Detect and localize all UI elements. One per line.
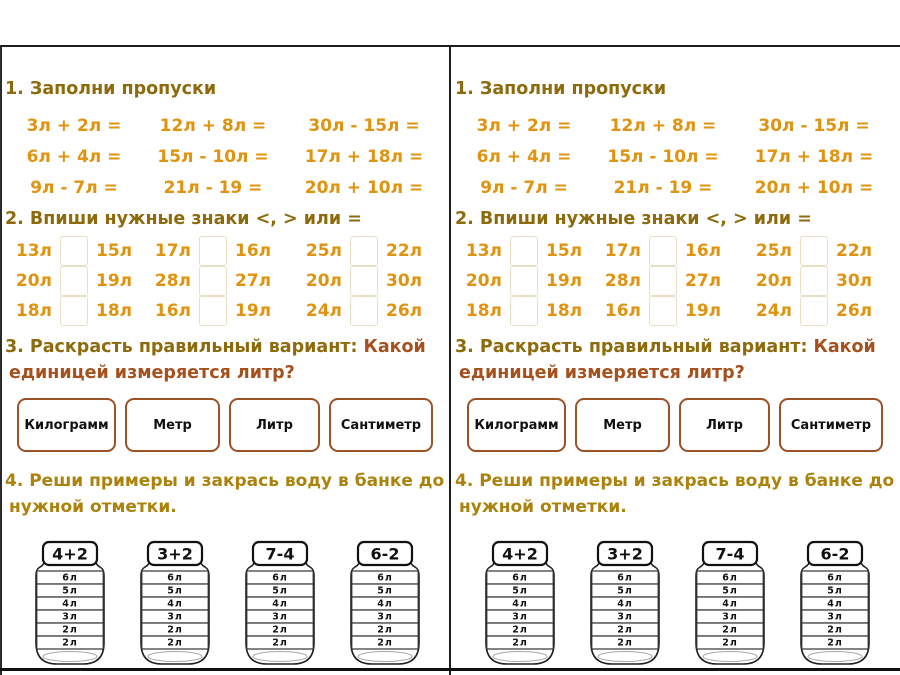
comparison-left-value: 17л (154, 241, 191, 261)
jar-icon (347, 540, 423, 668)
jar-expression-label: 3+2 (607, 544, 643, 564)
comparison-item (756, 236, 872, 266)
section3-title (455, 334, 900, 386)
comparison-answer-box[interactable] (350, 296, 378, 326)
comparison-item (605, 236, 721, 266)
jar-icon (797, 540, 873, 668)
comparison-left-value: 20л (465, 271, 502, 291)
section4-title-line2: нужной отметки. (9, 497, 177, 517)
comparison-right-value: 15л (96, 241, 133, 261)
option-button-metr[interactable]: Метр (125, 398, 220, 452)
svg-text:4л: 4л (62, 598, 78, 610)
comparison-answer-box[interactable] (60, 296, 88, 326)
comparison-answer-box[interactable] (649, 236, 677, 266)
equation-cell: 20л + 10л = (304, 177, 424, 198)
svg-text:2л: 2л (512, 624, 528, 636)
jar-icon (587, 540, 663, 668)
equation-cell: 3л + 2л = (476, 115, 572, 136)
svg-text:6л: 6л (722, 572, 738, 584)
section4-title (455, 468, 900, 520)
svg-text:2л: 2л (722, 637, 738, 649)
comparison-answer-box[interactable] (199, 236, 227, 266)
svg-text:2л: 2л (827, 624, 843, 636)
section1-equations (460, 110, 900, 203)
svg-text:4л: 4л (512, 598, 528, 610)
svg-text:2л: 2л (272, 637, 288, 649)
svg-text:4л: 4л (272, 598, 288, 610)
jar-icon (482, 540, 558, 668)
jar-icon (692, 540, 768, 668)
svg-text:4л: 4л (377, 598, 393, 610)
comparison-item (605, 266, 721, 296)
jar-2[interactable] (587, 540, 663, 668)
section4-title-line2: нужной отметки. (459, 497, 627, 517)
jar-expression-label: 7-4 (265, 544, 295, 564)
section3-options (17, 398, 433, 452)
comparison-left-value: 18л (465, 301, 502, 321)
svg-text:2л: 2л (377, 637, 393, 649)
comparison-answer-box[interactable] (199, 266, 227, 296)
comparison-item (306, 266, 422, 296)
equation-cell: 15л - 10л = (607, 146, 719, 167)
jar-1[interactable] (482, 540, 558, 668)
svg-text:3л: 3л (167, 611, 183, 623)
comparison-item (155, 236, 271, 266)
equation-cell: 17л + 18л = (754, 146, 874, 167)
section3-title-main: 3. Раскрасть правильный вариант: (455, 337, 808, 357)
svg-text:3л: 3л (512, 611, 528, 623)
jar-3[interactable] (692, 540, 768, 668)
svg-text:5л: 5л (512, 585, 528, 597)
jar-expression-label: 6-2 (820, 544, 850, 564)
comparison-item (756, 266, 872, 296)
jar-2[interactable] (137, 540, 213, 668)
svg-text:5л: 5л (617, 585, 633, 597)
svg-text:3л: 3л (722, 611, 738, 623)
jar-4[interactable] (347, 540, 423, 668)
section1-title: 1. Заполни пропуски (5, 79, 217, 99)
comparison-item (306, 296, 422, 326)
jar-icon (242, 540, 318, 668)
option-button-litr[interactable]: Литр (679, 398, 770, 452)
comparison-answer-box[interactable] (800, 296, 828, 326)
section3-title-main: 3. Раскрасть правильный вариант: (5, 337, 358, 357)
section1-title: 1. Заполни пропуски (455, 79, 667, 99)
section4-title (5, 468, 450, 520)
vertical-divider-line (449, 45, 451, 675)
equation-cell: 6л + 4л = (26, 146, 122, 167)
comparison-left-value: 24л (755, 301, 792, 321)
comparison-left-value: 28л (154, 271, 191, 291)
svg-text:2л: 2л (62, 637, 78, 649)
option-button-kilogramm[interactable]: Килограмм (467, 398, 566, 452)
equation-cell: 21л - 19 = (613, 177, 713, 198)
comparison-right-value: 15л (546, 241, 583, 261)
jar-expression-label: 6-2 (370, 544, 400, 564)
equation-cell: 9л - 7л = (480, 177, 568, 198)
comparison-left-value: 20л (305, 271, 342, 291)
svg-text:6л: 6л (272, 572, 288, 584)
comparison-item (16, 296, 132, 326)
jar-icon (32, 540, 108, 668)
svg-text:5л: 5л (272, 585, 288, 597)
option-button-santimetr[interactable]: Сантиметр (329, 398, 433, 452)
section3-title (5, 334, 450, 386)
section2-comparisons (10, 236, 450, 326)
comparison-left-value: 24л (305, 301, 342, 321)
equation-cell: 17л + 18л = (304, 146, 424, 167)
comparison-answer-box[interactable] (510, 296, 538, 326)
svg-text:5л: 5л (827, 585, 843, 597)
comparison-item (756, 296, 872, 326)
comparison-left-value: 20л (15, 271, 52, 291)
comparison-answer-box[interactable] (649, 296, 677, 326)
comparison-left-value: 13л (15, 241, 52, 261)
svg-text:3л: 3л (62, 611, 78, 623)
svg-text:6л: 6л (512, 572, 528, 584)
equation-cell: 30л - 15л = (758, 115, 870, 136)
option-button-litr[interactable]: Литр (229, 398, 320, 452)
comparison-right-value: 30л (386, 271, 423, 291)
equation-cell: 3л + 2л = (26, 115, 122, 136)
svg-text:6л: 6л (617, 572, 633, 584)
jar-expression-label: 4+2 (52, 544, 88, 564)
equation-cell: 30л - 15л = (308, 115, 420, 136)
svg-text:2л: 2л (272, 624, 288, 636)
svg-text:4л: 4л (617, 598, 633, 610)
jar-1[interactable] (32, 540, 108, 668)
comparison-left-value: 18л (15, 301, 52, 321)
comparison-left-value: 13л (465, 241, 502, 261)
equation-cell: 6л + 4л = (476, 146, 572, 167)
section3-options (467, 398, 883, 452)
comparison-answer-box[interactable] (350, 236, 378, 266)
option-button-metr[interactable]: Метр (575, 398, 670, 452)
svg-text:5л: 5л (62, 585, 78, 597)
comparison-answer-box[interactable] (800, 236, 828, 266)
comparison-item (16, 266, 132, 296)
comparison-item (306, 236, 422, 266)
comparison-right-value: 27л (235, 271, 272, 291)
jar-4[interactable] (797, 540, 873, 668)
comparison-right-value: 16л (685, 241, 722, 261)
comparison-answer-box[interactable] (350, 266, 378, 296)
svg-text:3л: 3л (377, 611, 393, 623)
comparison-item (16, 236, 132, 266)
worksheet-copy-left (0, 47, 450, 675)
section4-jars (482, 540, 900, 668)
comparison-left-value: 28л (604, 271, 641, 291)
comparison-item (466, 266, 582, 296)
section1-equations (10, 110, 450, 203)
equation-cell: 9л - 7л = (30, 177, 118, 198)
svg-text:5л: 5л (377, 585, 393, 597)
comparison-right-value: 19л (96, 271, 133, 291)
comparison-left-value: 16л (154, 301, 191, 321)
svg-text:2л: 2л (512, 637, 528, 649)
comparison-item (605, 296, 721, 326)
left-border-line (0, 45, 2, 675)
svg-text:3л: 3л (617, 611, 633, 623)
comparison-right-value: 22л (386, 241, 423, 261)
section2-comparisons (460, 236, 900, 326)
comparison-answer-box[interactable] (510, 266, 538, 296)
comparison-item (466, 236, 582, 266)
svg-text:3л: 3л (827, 611, 843, 623)
comparison-right-value: 18л (546, 301, 583, 321)
comparison-right-value: 27л (685, 271, 722, 291)
svg-text:2л: 2л (827, 637, 843, 649)
worksheet-copy-right (450, 47, 900, 675)
comparison-right-value: 19л (685, 301, 722, 321)
svg-text:3л: 3л (272, 611, 288, 623)
comparison-right-value: 26л (836, 301, 873, 321)
comparison-answer-box[interactable] (60, 236, 88, 266)
svg-text:2л: 2л (722, 624, 738, 636)
comparison-item (155, 296, 271, 326)
svg-text:6л: 6л (377, 572, 393, 584)
comparison-right-value: 26л (386, 301, 423, 321)
comparison-left-value: 16л (604, 301, 641, 321)
comparison-left-value: 20л (755, 271, 792, 291)
option-button-santimetr[interactable]: Сантиметр (779, 398, 883, 452)
jar-expression-label: 7-4 (715, 544, 745, 564)
svg-text:2л: 2л (62, 624, 78, 636)
section4-jars (32, 540, 450, 668)
svg-text:6л: 6л (167, 572, 183, 584)
jar-icon (137, 540, 213, 668)
equation-cell: 15л - 10л = (157, 146, 269, 167)
equation-cell: 20л + 10л = (754, 177, 874, 198)
equation-cell: 21л - 19 = (163, 177, 263, 198)
comparison-left-value: 25л (305, 241, 342, 261)
section4-title-line1: 4. Реши примеры и закрась воду в банке до (455, 471, 895, 491)
comparison-right-value: 19л (235, 301, 272, 321)
section2-title: 2. Впиши нужные знаки <, > или = (455, 209, 812, 229)
section4-title-line1: 4. Реши примеры и закрась воду в банке до (5, 471, 445, 491)
svg-text:2л: 2л (377, 624, 393, 636)
jar-expression-label: 3+2 (157, 544, 193, 564)
jar-3[interactable] (242, 540, 318, 668)
equation-cell: 12л + 8л = (609, 115, 717, 136)
svg-text:6л: 6л (827, 572, 843, 584)
section3-title-question: единицей измеряется литр? (9, 363, 295, 383)
comparison-right-value: 22л (836, 241, 873, 261)
svg-text:2л: 2л (617, 624, 633, 636)
jar-expression-label: 4+2 (502, 544, 538, 564)
svg-text:6л: 6л (62, 572, 78, 584)
svg-text:2л: 2л (167, 637, 183, 649)
comparison-answer-box[interactable] (800, 266, 828, 296)
svg-text:5л: 5л (167, 585, 183, 597)
svg-text:2л: 2л (617, 637, 633, 649)
comparison-answer-box[interactable] (199, 296, 227, 326)
section2-title: 2. Впиши нужные знаки <, > или = (5, 209, 362, 229)
comparison-left-value: 25л (755, 241, 792, 261)
comparison-item (155, 266, 271, 296)
comparison-left-value: 17л (604, 241, 641, 261)
comparison-answer-box[interactable] (649, 266, 677, 296)
svg-text:4л: 4л (722, 598, 738, 610)
comparison-item (466, 296, 582, 326)
comparison-answer-box[interactable] (510, 236, 538, 266)
svg-text:4л: 4л (827, 598, 843, 610)
comparison-right-value: 30л (836, 271, 873, 291)
comparison-right-value: 19л (546, 271, 583, 291)
comparison-answer-box[interactable] (60, 266, 88, 296)
bottom-border-line (0, 668, 900, 671)
option-button-kilogramm[interactable]: Килограмм (17, 398, 116, 452)
svg-text:4л: 4л (167, 598, 183, 610)
comparison-right-value: 16л (235, 241, 272, 261)
equation-cell: 12л + 8л = (159, 115, 267, 136)
svg-text:2л: 2л (167, 624, 183, 636)
svg-text:5л: 5л (722, 585, 738, 597)
section3-title-question: единицей измеряется литр? (459, 363, 745, 383)
section3-title-accent: Какой (363, 337, 426, 357)
section3-title-accent: Какой (813, 337, 876, 357)
comparison-right-value: 18л (96, 301, 133, 321)
